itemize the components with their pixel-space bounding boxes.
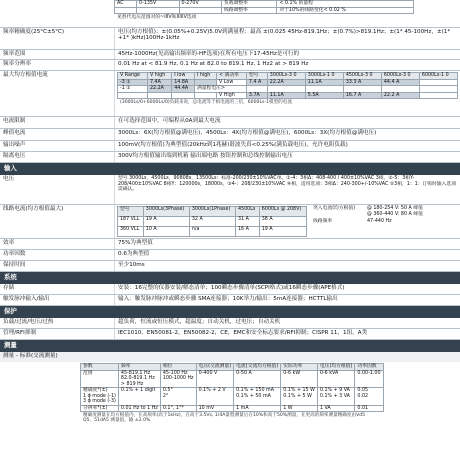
peak-current-label: 峰值电流 [3,130,26,136]
meas-cell: 0.01 [355,405,383,412]
mc-header: 型号 [246,73,267,80]
meas-cell: 0.1% + 2 V [196,388,234,406]
current-limit-value: 在可选择范围中，可编程从0A到最大电流 [114,117,460,128]
mc-cell: 33.3 A [343,79,381,86]
spec-row [0,152,460,163]
spec-row [0,141,460,152]
line-regulation-label: 线路调整率 [221,7,276,14]
trigger-label: 触发脉冲输入/输出 [3,296,50,302]
freq-range-label: 频率范围 [3,51,26,57]
mc-cell: 7.4 A [246,79,267,86]
line-freq-label: 线路频率 [313,219,333,225]
compliance-label: 管理/RFI抑制 [3,330,37,336]
meas-cell: 0-400 V [196,370,234,388]
freq-accuracy-label: 频率精确度(25°C±5°C) [3,29,65,35]
power-factor-value: 0.6为典型值 [114,250,460,260]
power-factor-label: 功率因数 [3,251,26,257]
trigger-value: 输入：触发脉冲脉冲或瞬态步骤 SMA连接器；10K举力/输出：5mA连接器；HCTTL输出 [114,295,460,305]
meas-header: 频率 [118,364,160,371]
load-regulation-value: < 0.1% 的量程 [277,1,414,8]
lc-cell: 16 A [235,227,259,237]
ac-output-block [0,0,460,28]
compliance-value: IEC1010、EN50081-2，EN50082-2，CE，EMC和安全标志要求/RFI抑制；CISPR 11，1组，A类 [114,329,460,339]
freq-accuracy-row [0,28,460,50]
lc-cell: 10 A [143,227,189,237]
mc-cell: 11.1A [305,79,343,86]
meas-cell: 10 mV [196,405,234,412]
load-regulation-label: 负载调整率 [221,1,276,8]
line-current-label: 线路电流(均方根值最大) [3,206,64,212]
mc-header: 6000Ls-3 0 [381,73,419,80]
peak-current-value: 3000Ls：6X(均方根值@满电压)，4500Ls：4X(均方根值@满电压)，6000Ls：3X(均方根值@满电压) [114,129,460,140]
mc-cell: 3.7A [246,92,267,99]
mc-cell: 22.2 A [381,92,419,99]
mc-cell: 16.7 A [343,92,381,99]
lc-cell: 19 A [143,217,189,227]
meas-cell: 1 VA [317,405,355,412]
mc-header: I high [194,73,216,80]
ac-value: 0-270V [179,1,221,8]
line-regulation-value: 对于10%的线路变化< 0.02 % [277,7,414,14]
mc-cell: 44.4 A [381,79,419,86]
mc-cell: 22.2A [267,79,305,86]
freq-range-value: 45Hz-1000Hz(见高输出频率的-HF选项)在所有电压下17-45Hz是可行的 [114,50,460,59]
inrush-block [313,206,458,237]
ac-range: 0-135V [137,1,179,8]
lc-cell: 360 VLL [118,227,144,237]
lc-header: 3000Ls(1Phase) [189,207,235,217]
freq-range-row [0,50,460,60]
trigger-row [0,295,460,306]
meas-header: 实际功率 [281,364,318,371]
meas-cell: 0-6 kW [281,370,318,388]
meas-header: 参数 [81,364,119,371]
hold-time-label: 保持时间 [3,262,26,268]
meas-cell: 范围 [81,370,119,388]
lc-cell: 31 A [235,217,259,227]
freq-accuracy-value: 电压(均方根值)：±(0.05%+0.25V)5.0V到满量程：最高 ±(0.025 45Hz-819.1Hz；±(0.7%)>819.1Hz；±(1* 45-100Hz，±(1* +1* )kHz)100Hz-1kHz [114,28,460,49]
lc-cell: 32 A [189,217,235,227]
mc-cell: 11.1A [267,92,305,99]
line-current-row [0,205,460,239]
lc-cell: 187 VLL [118,217,144,227]
measurement-table [80,363,384,412]
meas-cell: 0-6 kVA [317,370,355,388]
max-current-table [117,72,458,99]
mc-cell: 5.5A [305,92,343,99]
meas-header: 电压(均方根值) [317,364,355,371]
meas-cell: 0.1% + 9 VA 0.1% + 3 VA [317,388,355,406]
isolation-label: 隔离电压 [3,153,26,159]
storage-value: 安装：16完整的仪器安装/解态清单；100瞬态步骤清单(SCPI格式)或16瞬态步骤(APE格式) [114,284,460,294]
max-current-label: 最大均方根值电流 [3,72,48,78]
protection-value: 超负荷，恒流或恒压模式，超温度；自动关机，过电压；自动关机 [114,318,460,328]
spec-row [0,129,460,141]
range-note: 见替代电压范围对的~IIIV和IIIIIV选项 [117,15,197,21]
meas-cell: 分辨率*(±) [81,405,119,412]
voltage-row [0,175,460,205]
voltage-label: 电压 [3,176,15,182]
measurement-section-title: 测量 [0,340,460,352]
meas-cell: 45-100 Hz 100-1000 Hz [160,370,196,388]
freq-res-label: 频率分辨率 [3,61,31,67]
meas-cell: 0.1% + 150 mA 0.1% + 50 mA [234,388,281,406]
meas-cell: 0.5° 2° [160,388,196,406]
mc-header: 3000Ls-3 0 [267,73,305,80]
lc-cell: 19 A [259,227,306,237]
mc-cell: 22.2A [147,86,171,93]
meas-cell: 45-819.1 Hz 82.0-819.1 Hz > 819 Hz [118,370,160,388]
meas-header: 电流(交流均方根值) [234,364,281,371]
meas-cell: 1 W [281,405,318,412]
mc-cell: 44.4A [172,86,195,93]
lc-header: 6000Ls @ 208V) [259,207,306,217]
storage-label: 存储 [3,285,15,291]
mc-header: < 满动率 [217,73,247,80]
efficiency-value: 75%为典型值 [114,239,460,249]
protection-row [0,318,460,329]
meas-cell: 0.01 Hz to 1 Hz [118,405,160,412]
freq-res-value: 0.01 Hz at < 81.9 Hz, 0.1 Hz at 82.0 to 819.1 Hz, 1 Hz2 at > 819 Hz [114,60,460,70]
mc-header: I low [172,73,195,80]
efficiency-label: 效率 [3,240,15,246]
mc-cell: -3 ① [118,79,148,86]
line-current-table [117,206,307,237]
current-limit-label: 电流限制 [3,118,26,124]
protection-label: 负载/过流/电压/过热 [3,319,54,325]
line-freq-value: 47-440 Hz [367,219,392,225]
lc-header: 3000Ls(3Phase) [143,207,189,217]
hold-time-row [0,261,460,272]
mc-header: 3000Ls-1 0 [305,73,343,80]
protection-section-title: 保护 [0,306,460,318]
meas-cell: 0.1°, 1°* [160,405,196,412]
input-section-title: 输入 [0,163,460,175]
hold-time-value: 至少10ms [114,261,460,271]
max-current-note: (3000Ls/0+6000Ls/0)负载来说，总电流等于相电流的三倍，6000Ls-1模型的电流 [120,100,292,106]
max-current-row [0,71,460,117]
meas-cell: 0.1% + 1 digit [118,388,160,406]
measurement-label: 测量 - 标准(交流测量) [0,352,460,362]
inrush-value: @ 180-254 V: 50 A 峰值 [367,206,423,211]
spec-row [0,117,460,129]
power-factor-row [0,250,460,261]
mc-header: 6000Ls-1 0 [419,73,457,80]
mc-header: V Range [118,73,148,80]
mc-cell: 14.8A [172,79,195,86]
voltage-value: 型号 3000Ls，4500Ls，90808s，13500Ls：标准-200/230±10%VAC单。①-4：3相Δ：408-400 / 400±10%VAC 3相，②-5：3相Y-208/400±10%VAC 8相Y：120000s，18000s，③4-：208/230±10%VAC ④相，适用选项：3相Δ：240-300+/-10%VAC ⑤3相，1：1：订购时输入选项需确认。 [114,175,460,204]
mc-header: V high [147,73,171,80]
measurement-note: 精确度测量在均方根值内，在高频率(高于1kHz)，在高于3.5Vs, 1/4A量程测量后在10%和高于50%测量，在更高的频率测量精确度由Vd5 Q5，51dA5 测量值，输 ±2.0% [83,413,366,424]
mc-cell: V High [217,92,247,99]
mc-cell: 7.4A [147,79,171,86]
lc-cell: n/a [189,227,235,237]
meas-cell: 精确度*(±) 1 ϕ mode (-1) 3 ϕ mode (-3) [81,388,119,406]
meas-cell: 0-50 A [234,370,281,388]
isolation-value: 300V均方根值输出端到机箱 输出端电路 按钮控制和总线控制输出电压 [114,152,460,162]
compliance-row [0,329,460,340]
meas-cell: 0.00-1.00 [355,370,383,388]
system-section-title: 系统 [0,272,460,284]
storage-row [0,284,460,295]
ac-label: AC [115,1,137,8]
meas-cell: 0.05 0.02 [355,388,383,406]
output-noise-label: 输出噪声 [3,142,26,148]
lc-cell: 38 A [259,217,306,227]
lc-header: 4500Ls [235,207,259,217]
meas-cell: 1 mA [234,405,281,412]
mc-header: 4500Ls-3 0 [343,73,381,80]
meas-cell: 0.1% + 15 W 0.1% + 5 W [281,388,318,406]
output-noise-value: 100mV(均方根值)为典型值(20kHz到1兆赫)谐波失真<0.25%(满负载电压)，允许电阻负载) [114,141,460,151]
efficiency-row [0,239,460,250]
mc-cell: V Low [217,79,247,86]
inrush-value: @ 360-440 V: 80 A 峰值 [367,211,423,217]
mc-cell: -1 ① [118,86,148,93]
meas-header: 相位 [160,364,196,371]
inrush-label: 突入电流(均方根值) [313,206,356,211]
meas-header: 电压(交流测量) [196,364,234,371]
lc-header: 型号 [118,207,144,217]
meas-header: 功率因数 [355,364,383,371]
freq-res-row [0,60,460,71]
mc-cell: 满量程电压> [194,86,246,93]
